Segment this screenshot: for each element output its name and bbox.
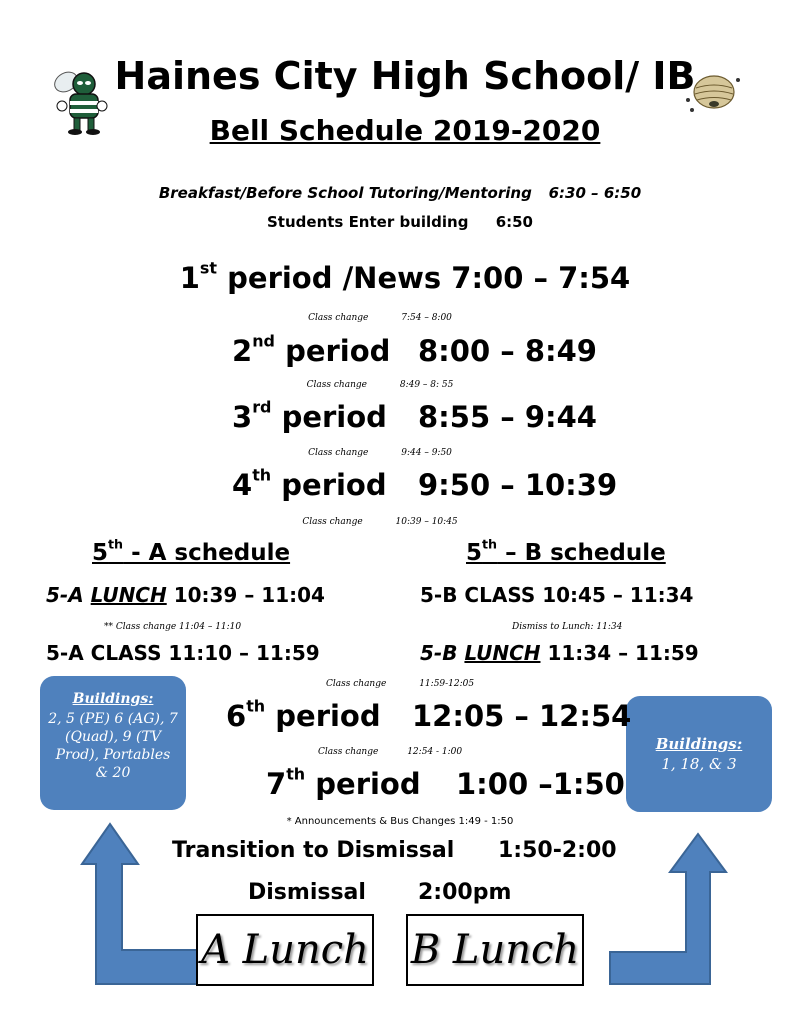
fifth-a-class: 5-A CLASS 11:10 – 11:59 <box>46 641 320 665</box>
dismissal-row <box>248 876 512 910</box>
period-1-row <box>60 256 750 300</box>
period-7-label: period <box>315 767 421 801</box>
fifth-a-label: - A schedule <box>123 540 291 566</box>
breakfast-time: 6:30 – 6:50 <box>548 184 642 202</box>
period-1-number: 1 <box>179 261 200 295</box>
class-change-2 <box>180 378 580 392</box>
class-change-2-time: 8:49 – 8: 55 <box>399 380 454 390</box>
enter-time: 6:50 <box>495 213 533 231</box>
buildings-left-title: Buildings: <box>72 691 154 707</box>
period-3-label: period <box>281 400 387 434</box>
class-change-1-time: 7:54 – 8:00 <box>401 313 452 323</box>
buildings-box-right <box>626 696 772 812</box>
period-3-suffix: rd <box>252 397 272 417</box>
period-2-label: period <box>285 334 391 368</box>
period-4-row <box>232 464 652 506</box>
class-change-6 <box>318 745 462 759</box>
period-3-time: 8:55 – 9:44 <box>418 400 597 434</box>
fifth-a-heading <box>92 536 290 570</box>
a-lunch-box <box>196 914 374 986</box>
fifth-a-lunch-prefix: 5-A <box>46 583 84 607</box>
fifth-a-number: 5 <box>92 540 109 566</box>
period-7-time: 1:00 –1:50 <box>456 767 625 801</box>
fifth-b-lunch-word: LUNCH <box>464 641 541 665</box>
class-change-6-time: 12:54 - 1:00 <box>407 747 463 757</box>
page-title: Haines City High School/ IB <box>114 54 696 98</box>
period-4-time: 9:50 – 10:39 <box>418 468 618 502</box>
period-7-number: 7 <box>266 767 287 801</box>
class-change-1-label: Class change <box>308 313 369 323</box>
fifth-a-lunch-word: LUNCH <box>90 583 167 607</box>
transition-row <box>172 834 617 868</box>
b-lunch-box <box>406 914 584 986</box>
fifth-b-class: 5-B CLASS 10:45 – 11:34 <box>420 583 694 607</box>
class-change-5 <box>326 677 474 691</box>
class-change-6-label: Class change <box>318 747 379 757</box>
class-change-4-label: Class change <box>302 517 363 527</box>
fifth-b-label: – B schedule <box>497 540 666 566</box>
class-change-1 <box>180 311 580 325</box>
period-2-time: 8:00 – 8:49 <box>418 334 597 368</box>
b-lunch-label: B Lunch <box>410 927 580 973</box>
fifth-b-lunch-prefix: 5-B <box>420 641 458 665</box>
period-6-row <box>226 694 646 738</box>
fifth-b-number: 5 <box>466 540 483 566</box>
period-1-label: period /News <box>227 261 442 295</box>
dismissal-time: 2:00pm <box>418 880 512 905</box>
period-1-time: 7:00 – 7:54 <box>451 261 631 295</box>
fifth-b-suffix: th <box>482 536 498 552</box>
fifth-a-lunch-time: 10:39 – 11:04 <box>173 583 325 607</box>
a-lunch-label: A Lunch <box>201 927 369 973</box>
period-7-row <box>266 762 626 806</box>
period-7-suffix: th <box>286 764 306 784</box>
arrow-right-icon <box>606 828 732 992</box>
period-6-number: 6 <box>226 699 247 733</box>
fifth-a-class-change: ** Class change 11:04 – 11:10 <box>104 622 242 632</box>
class-change-4 <box>180 515 580 529</box>
period-6-suffix: th <box>246 696 266 716</box>
buildings-box-left <box>40 676 186 810</box>
fifth-a-lunch <box>46 580 325 610</box>
fifth-a-suffix: th <box>108 536 124 552</box>
period-3-row <box>232 396 652 438</box>
class-change-2-label: Class change <box>306 380 367 390</box>
buildings-left-text: 2, 5 (PE) 6 (AG), 7 (Quad), 9 (TV Prod), Portables & 20 <box>48 711 178 781</box>
period-2-row <box>232 330 652 372</box>
class-change-4-time: 10:39 – 10:45 <box>395 517 458 527</box>
hornet-mascot-logo <box>50 66 108 136</box>
dismissal-label: Dismissal <box>248 880 366 905</box>
transition-label: Transition to Dismissal <box>172 838 455 863</box>
arrow-left-icon <box>76 818 202 992</box>
breakfast-line <box>60 182 740 204</box>
period-4-label: period <box>281 468 387 502</box>
class-change-3-label: Class change <box>308 448 369 458</box>
period-4-suffix: th <box>252 465 272 485</box>
announcements-line: * Announcements & Bus Changes 1:49 - 1:50 <box>286 816 514 827</box>
fifth-b-lunch-time: 11:34 – 11:59 <box>547 641 699 665</box>
period-6-label: period <box>275 699 381 733</box>
class-change-5-label: Class change <box>326 679 387 689</box>
period-6-time: 12:05 – 12:54 <box>412 699 632 733</box>
class-change-5-time: 11:59-12:05 <box>419 679 475 689</box>
fifth-b-lunch <box>420 638 699 668</box>
transition-time: 1:50-2:00 <box>498 838 617 863</box>
breakfast-label: Breakfast/Before School Tutoring/Mentoring <box>158 184 532 202</box>
fifth-b-dismiss: Dismiss to Lunch: 11:34 <box>512 622 623 632</box>
page-subtitle: Bell Schedule 2019-2020 <box>209 114 601 147</box>
period-2-number: 2 <box>232 334 253 368</box>
enter-line <box>60 211 740 233</box>
buildings-right-text: 1, 18, & 3 <box>661 755 737 773</box>
period-3-number: 3 <box>232 400 253 434</box>
class-change-3 <box>180 446 580 460</box>
period-2-suffix: nd <box>252 331 275 351</box>
period-4-number: 4 <box>232 468 253 502</box>
fifth-b-heading <box>466 536 666 570</box>
enter-label: Students Enter building <box>267 213 469 231</box>
period-1-suffix: st <box>199 258 218 278</box>
class-change-3-time: 9:44 – 9:50 <box>401 448 452 458</box>
buildings-right-title: Buildings: <box>655 735 743 753</box>
